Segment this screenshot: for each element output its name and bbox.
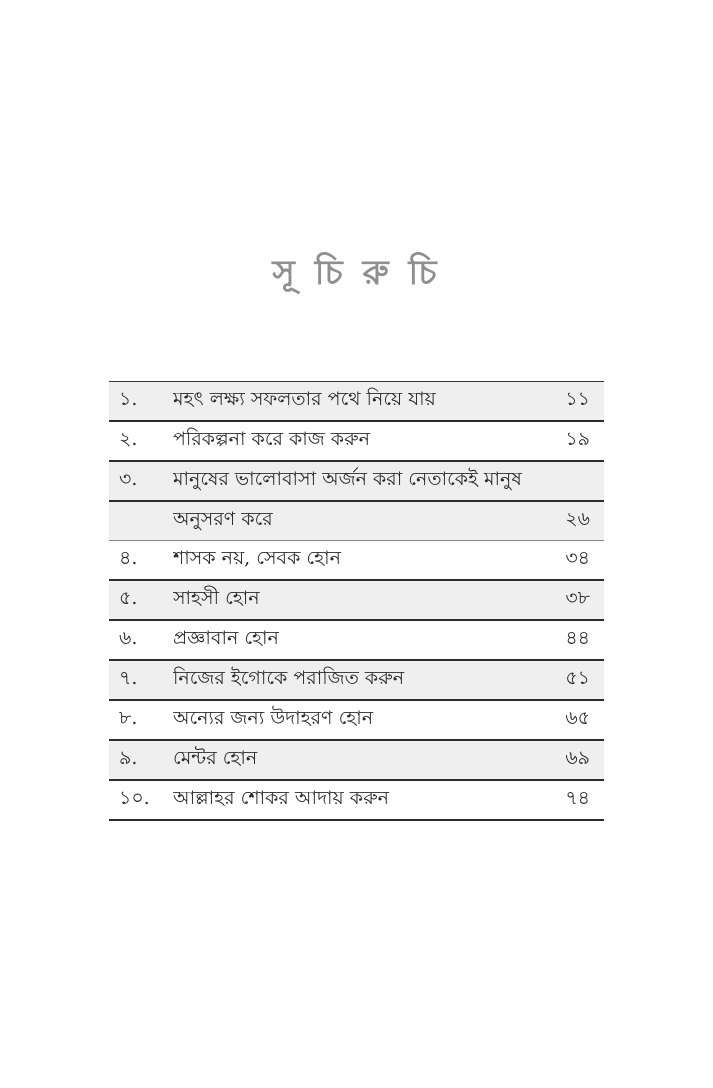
page-title: সূ চি রু চি (272, 253, 441, 293)
toc-row[interactable] (109, 621, 604, 661)
toc-chapter-number: ৭. (119, 667, 138, 689)
toc-chapter-title: পরিকল্পনা করে কাজ করুন (173, 428, 370, 450)
toc-chapter-title: সাহসী হোন (173, 587, 260, 609)
toc-page-number: ১১ (565, 388, 590, 410)
toc-page-number: ৩৪ (565, 547, 590, 569)
toc-chapter-title: অন্যের জন্য উদাহরণ হোন (173, 707, 374, 729)
toc-row[interactable] (109, 541, 604, 581)
toc-page-number: ১৯ (565, 428, 590, 450)
toc-chapter-title: মেন্টর হোন (173, 747, 258, 769)
toc-row[interactable] (109, 581, 604, 621)
toc-row[interactable] (109, 462, 604, 502)
toc-page-number: ৬৯ (565, 747, 590, 769)
toc-page-number: ৩৮ (565, 587, 590, 609)
toc-chapter-title: শাসক নয়, সেবক হোন (173, 547, 341, 569)
toc-chapter-number: ৩. (119, 468, 138, 490)
toc-page-number: ৫১ (565, 667, 590, 689)
toc-row[interactable] (109, 382, 604, 422)
toc-chapter-number: ২. (119, 428, 138, 450)
toc-chapter-number: ১০. (119, 787, 150, 809)
toc-page-number: ২৬ (565, 508, 590, 530)
toc-chapter-number: ৫. (119, 587, 138, 609)
toc-page-number: ৪৪ (565, 627, 590, 649)
toc-chapter-number: ৯. (119, 747, 138, 769)
table-of-contents (109, 381, 604, 821)
toc-chapter-number: ৬. (119, 627, 138, 649)
toc-row[interactable] (109, 741, 604, 781)
toc-chapter-title: নিজের ইগোকে পরাজিত করুন (173, 667, 405, 689)
toc-chapter-title: মহৎ লক্ষ্য সফলতার পথে নিয়ে যায় (173, 388, 436, 410)
toc-row[interactable] (109, 701, 604, 741)
toc-row[interactable] (109, 781, 604, 821)
toc-page-number: ৬৫ (565, 707, 590, 729)
toc-chapter-number: ৪. (119, 547, 138, 569)
toc-chapter-number: ৮. (119, 707, 138, 729)
toc-chapter-title: মানুষের ভালোবাসা অর্জন করা নেতাকেই মানুষ (173, 468, 522, 490)
toc-chapter-title: অনুসরণ করে (173, 508, 273, 530)
toc-chapter-title: প্রজ্ঞাবান হোন (173, 627, 279, 649)
toc-page-number: ৭৪ (565, 787, 590, 809)
toc-row[interactable] (109, 661, 604, 701)
toc-chapter-title: আল্লাহর শোকর আদায় করুন (173, 787, 389, 809)
toc-row-continuation[interactable] (109, 502, 604, 541)
toc-row[interactable] (109, 422, 604, 462)
toc-chapter-number: ১. (119, 388, 138, 410)
